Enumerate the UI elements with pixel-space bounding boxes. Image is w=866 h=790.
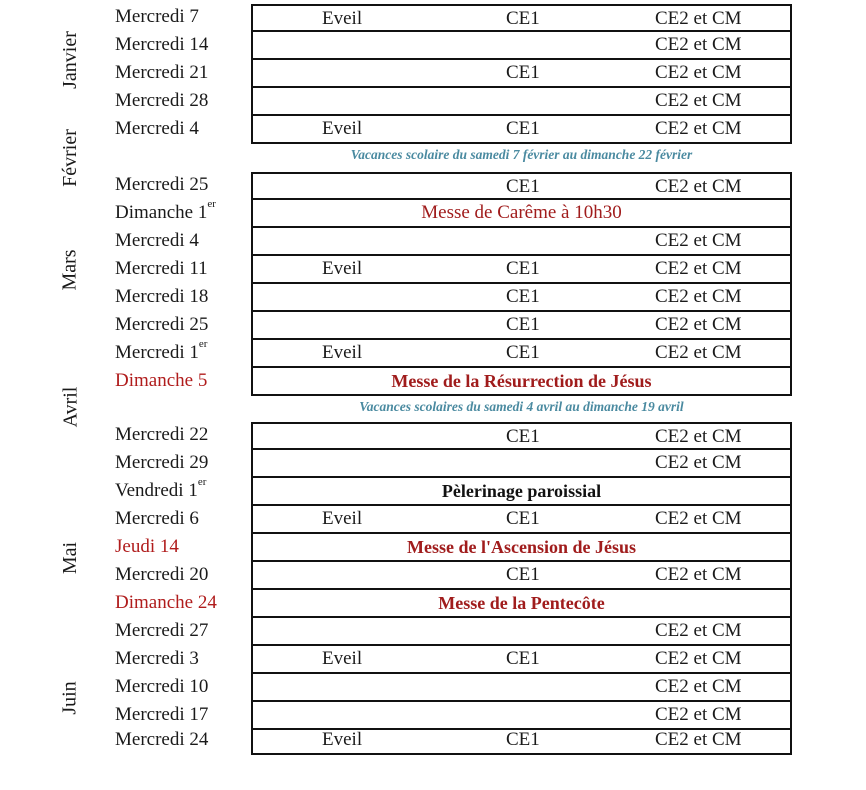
schedule-row bbox=[0, 116, 866, 144]
schedule-row-event bbox=[0, 590, 866, 618]
row-box bbox=[251, 506, 792, 534]
schedule-row-event bbox=[0, 478, 866, 506]
vacation-notice: Vacances scolaires du samedi 4 avril au dimanche 19 avril bbox=[359, 399, 684, 414]
schedule-row bbox=[0, 4, 866, 32]
vacation-notice: Vacances scolaire du samedi 7 février au dimanche 22 février bbox=[350, 147, 693, 162]
row-date: Mercredi 28 bbox=[115, 90, 209, 111]
row-date: Dimanche 24 bbox=[115, 592, 217, 613]
row-date: Dimanche 1er bbox=[115, 198, 216, 223]
cell-ce2-cm: CE2 et CM bbox=[655, 729, 742, 750]
cell-ce2-cm: CE2 et CM bbox=[655, 342, 742, 363]
cell-ce1: CE1 bbox=[506, 118, 540, 139]
row-date: Mercredi 10 bbox=[115, 676, 209, 697]
schedule-row bbox=[0, 32, 866, 60]
cell-eveil: Eveil bbox=[322, 118, 363, 139]
cell-ce2-cm: CE2 et CM bbox=[655, 230, 742, 251]
row-box bbox=[251, 702, 792, 730]
row-box bbox=[251, 340, 792, 368]
row-date: Mercredi 7 bbox=[115, 6, 199, 27]
month-label-mars: Mars bbox=[59, 249, 82, 291]
cell-ce2-cm: CE2 et CM bbox=[655, 564, 742, 585]
row-box bbox=[251, 256, 792, 284]
month-label-avril: Avril bbox=[59, 386, 82, 428]
row-date: Mercredi 25 bbox=[115, 174, 209, 195]
cell-ce1: CE1 bbox=[506, 426, 540, 447]
cell-ce2-cm: CE2 et CM bbox=[655, 676, 742, 697]
schedule-row bbox=[0, 256, 866, 284]
schedule-row bbox=[0, 618, 866, 646]
schedule-row bbox=[0, 674, 866, 702]
row-date: Mercredi 6 bbox=[115, 508, 199, 529]
row-date: Mercredi 29 bbox=[115, 452, 209, 473]
cell-eveil: Eveil bbox=[322, 508, 363, 529]
cell-ce1: CE1 bbox=[506, 314, 540, 335]
row-box bbox=[251, 450, 792, 478]
cell-ce1: CE1 bbox=[506, 176, 540, 197]
schedule-row bbox=[0, 60, 866, 88]
row-date: Mercredi 24 bbox=[115, 729, 209, 750]
row-date: Mercredi 1er bbox=[115, 338, 208, 363]
schedule-row-event bbox=[0, 368, 866, 396]
cell-ce1: CE1 bbox=[506, 729, 540, 750]
event-label: Pèlerinage paroissial bbox=[441, 481, 602, 501]
row-date: Mercredi 20 bbox=[115, 564, 209, 585]
row-box bbox=[251, 284, 792, 312]
cell-eveil: Eveil bbox=[322, 258, 363, 279]
schedule-row-event bbox=[0, 534, 866, 562]
schedule-row bbox=[0, 562, 866, 590]
month-label-juin: Juin bbox=[59, 681, 81, 715]
event-label: Messe de l'Ascension de Jésus bbox=[407, 537, 636, 557]
schedule-row bbox=[0, 727, 866, 755]
cell-ce2-cm: CE2 et CM bbox=[655, 176, 742, 197]
cell-ce2-cm: CE2 et CM bbox=[655, 452, 742, 473]
row-box bbox=[251, 312, 792, 340]
schedule-row bbox=[0, 172, 866, 200]
cell-ce2-cm: CE2 et CM bbox=[655, 34, 742, 55]
cell-ce2-cm: CE2 et CM bbox=[655, 620, 742, 641]
cell-eveil: Eveil bbox=[322, 648, 363, 669]
row-box bbox=[251, 200, 792, 228]
schedule-row bbox=[0, 702, 866, 730]
row-box bbox=[251, 562, 792, 590]
row-date: Mercredi 27 bbox=[115, 620, 209, 641]
row-box bbox=[251, 172, 792, 200]
cell-ce2-cm: CE2 et CM bbox=[655, 314, 742, 335]
row-date: Mercredi 4 bbox=[115, 230, 199, 251]
cell-ce1: CE1 bbox=[506, 564, 540, 585]
cell-ce1: CE1 bbox=[506, 258, 540, 279]
row-box bbox=[251, 590, 792, 618]
schedule-row bbox=[0, 228, 866, 256]
cell-ce2-cm: CE2 et CM bbox=[655, 508, 742, 529]
month-label-janvier: Janvier bbox=[59, 31, 82, 89]
row-box bbox=[251, 478, 792, 506]
row-date: Vendredi 1er bbox=[115, 476, 207, 501]
row-box bbox=[251, 646, 792, 674]
schedule-row bbox=[0, 88, 866, 116]
cell-ce2-cm: CE2 et CM bbox=[655, 90, 742, 111]
row-box bbox=[251, 4, 792, 32]
schedule-row bbox=[0, 422, 866, 450]
cell-ce1: CE1 bbox=[506, 8, 540, 29]
schedule-row bbox=[0, 646, 866, 674]
row-date: Mercredi 11 bbox=[115, 258, 208, 279]
row-box bbox=[251, 618, 792, 646]
cell-ce2-cm: CE2 et CM bbox=[655, 704, 742, 725]
row-box bbox=[251, 674, 792, 702]
cell-ce1: CE1 bbox=[506, 508, 540, 529]
row-box bbox=[251, 534, 792, 562]
row-box bbox=[251, 116, 792, 144]
row-date: Jeudi 14 bbox=[115, 536, 179, 557]
row-box bbox=[251, 727, 792, 755]
cell-eveil: Eveil bbox=[322, 8, 363, 29]
cell-ce2-cm: CE2 et CM bbox=[655, 286, 742, 307]
row-box bbox=[251, 60, 792, 88]
month-label-mai: Mai bbox=[59, 541, 81, 575]
row-box bbox=[251, 32, 792, 60]
cell-eveil: Eveil bbox=[322, 729, 363, 750]
cell-ce2-cm: CE2 et CM bbox=[655, 8, 742, 29]
cell-ce2-cm: CE2 et CM bbox=[655, 648, 742, 669]
schedule-row bbox=[0, 450, 866, 478]
row-box bbox=[251, 422, 792, 450]
month-label-fevrier: Février bbox=[59, 129, 82, 187]
cell-ce1: CE1 bbox=[506, 648, 540, 669]
row-date: Mercredi 21 bbox=[115, 62, 209, 83]
row-date: Mercredi 4 bbox=[115, 118, 199, 139]
cell-ce2-cm: CE2 et CM bbox=[655, 258, 742, 279]
row-date: Mercredi 14 bbox=[115, 34, 209, 55]
event-label: Messe de la Résurrection de Jésus bbox=[391, 371, 652, 391]
schedule-row-event bbox=[0, 200, 866, 228]
row-date: Mercredi 17 bbox=[115, 704, 209, 725]
row-date: Dimanche 5 bbox=[115, 370, 208, 391]
event-label: Messe de Carême à 10h30 bbox=[421, 202, 622, 223]
row-date: Mercredi 22 bbox=[115, 424, 209, 445]
row-date: Mercredi 25 bbox=[115, 314, 209, 335]
event-label: Messe de la Pentecôte bbox=[438, 593, 605, 613]
cell-ce2-cm: CE2 et CM bbox=[655, 426, 742, 447]
cell-eveil: Eveil bbox=[322, 342, 363, 363]
row-box bbox=[251, 88, 792, 116]
cell-ce1: CE1 bbox=[506, 342, 540, 363]
schedule-row bbox=[0, 506, 866, 534]
cell-ce1: CE1 bbox=[506, 286, 540, 307]
schedule-row bbox=[0, 312, 866, 340]
cell-ce2-cm: CE2 et CM bbox=[655, 118, 742, 139]
cell-ce2-cm: CE2 et CM bbox=[655, 62, 742, 83]
row-box bbox=[251, 228, 792, 256]
schedule-row bbox=[0, 284, 866, 312]
schedule-row bbox=[0, 340, 866, 368]
row-date: Mercredi 3 bbox=[115, 648, 199, 669]
cell-ce1: CE1 bbox=[506, 62, 540, 83]
row-date: Mercredi 18 bbox=[115, 286, 209, 307]
row-box bbox=[251, 368, 792, 396]
